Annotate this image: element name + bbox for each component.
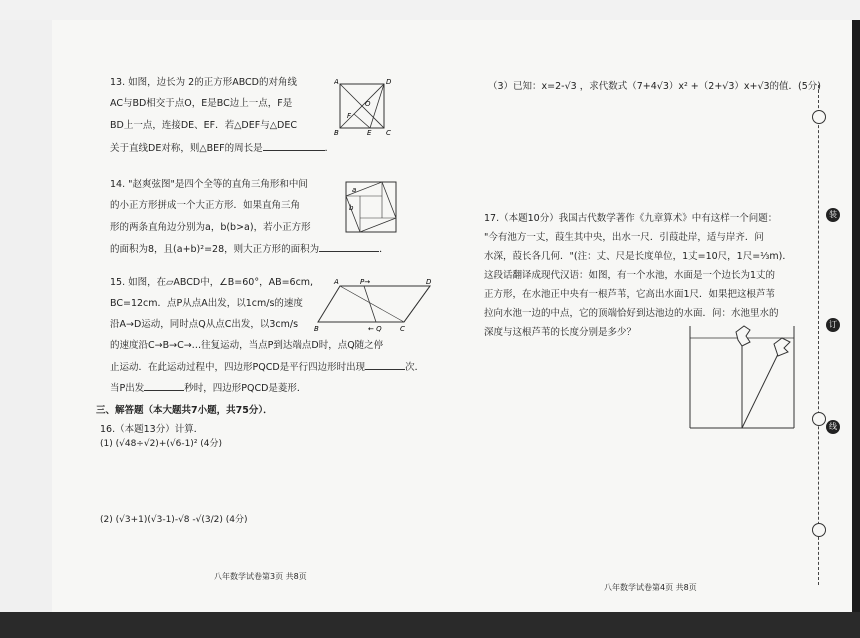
q14-answer-blank[interactable]	[319, 242, 379, 252]
q15-line5-text: 止运动．在此运动过程中，四边形PQCD是平行四边形时出现	[110, 362, 366, 373]
q17-line1: 17.（本题10分）我国古代数学著作《九章算术》中有这样一个问题：	[484, 213, 778, 224]
q15-answer-blank-1[interactable]	[365, 360, 405, 370]
q14-line3: 形的两条直角边分别为a，b(b>a)，若小正方形	[110, 222, 311, 233]
q13-label-F: F	[347, 112, 352, 120]
q15-label-Q: ← Q	[368, 325, 382, 332]
q13-label-A: A	[334, 78, 339, 86]
q13-line4-end: ．	[324, 143, 335, 154]
binding-dashed-line	[818, 85, 820, 585]
q13-label-B: B	[334, 129, 339, 136]
reed-top-icon	[736, 326, 750, 346]
q13-line1: 13. 如图，边长为 2的正方形ABCD的对角线	[110, 77, 297, 88]
q15-label-D: D	[426, 278, 432, 286]
binding-circle-2	[812, 412, 826, 426]
page3-footer: 八年数学试卷第3页 共8页	[214, 572, 307, 581]
q15-label-A: A	[334, 278, 339, 286]
q14-line2: 的小正方形拼成一个大正方形．如果直角三角	[110, 200, 301, 211]
q16-heading: 16.（本题13分）计算．	[100, 424, 204, 435]
q13-answer-blank[interactable]	[263, 141, 325, 151]
q13-line2: AC与BD相交于点O，E是BC边上一点，F是	[110, 98, 293, 109]
binding-circle-3	[812, 523, 826, 537]
q13-line4	[110, 141, 334, 155]
q16-part3: （3）已知：x=2-√3 ，求代数式（7+4√3）x² +（2+√3）x+√3的值．(5分)	[488, 81, 822, 92]
q16-part2: (2) (√3+1)(√3-1)-√8 -√(3/2) (4分)	[100, 515, 248, 525]
q15-line4: 的速度沿C→B→C→…往复运动，当点P到达端点D时，点Q随之停	[110, 340, 384, 351]
q17-line5: 正方形，在水池正中央有一根芦苇，它高出水面1尺．如果把这根芦苇	[484, 289, 776, 300]
q14-line1: 14. "赵爽弦图"是四个全等的直角三角形和中间	[110, 179, 308, 190]
q13-label-C: C	[386, 129, 391, 136]
exam-sheet	[52, 20, 852, 612]
q13-label-E: E	[367, 129, 372, 136]
q14-label-a: a	[352, 186, 357, 194]
q15-parallelogram-figure	[314, 276, 434, 332]
q15-line3: 沿A→D运动，同时点Q从点C出发，以3cm/s	[110, 319, 299, 330]
q17-line4: 这段话翻译成现代汉语：如图，有一个水池，水面是一个边长为1丈的	[484, 270, 776, 281]
q13-label-O: O	[365, 100, 371, 108]
binding-circle-1	[812, 110, 826, 124]
q14-zhao-shuang-figure	[342, 178, 404, 234]
binding-char-xian: 线	[826, 420, 840, 434]
q14-line4	[110, 242, 389, 256]
binding-char-ding: 订	[826, 318, 840, 332]
q15-line2: BC=12cm．点P从点A出发，以1cm/s的速度	[110, 298, 303, 309]
q15-label-C: C	[400, 325, 405, 332]
q14-label-b: b	[349, 204, 354, 212]
q15-line5-end: 次．	[405, 362, 425, 373]
q17-line3: 水深，葭长各几何．"(注：丈、尺是长度单位，1丈=10尺，1尺=⅓m)．	[484, 251, 792, 262]
q15-line6	[110, 381, 306, 395]
left-margin	[0, 20, 52, 612]
q15-line5	[110, 360, 424, 374]
q13-square-figure	[334, 76, 394, 136]
bottom-margin	[0, 612, 860, 638]
q14-line4-text: 的面积为8，且(a+b)²=28，则大正方形的面积为	[110, 244, 320, 255]
reed-pulled-icon	[774, 338, 790, 356]
q17-line2: "今有池方一丈，葭生其中央，出水一尺．引葭赴岸，适与岸齐．问	[484, 232, 764, 243]
q17-line7: 深度与这根芦苇的长度分别是多少？	[484, 327, 637, 338]
q17-line6: 拉向水池一边的中点，它的顶端恰好到达池边的水面．问：水池里水的	[484, 308, 779, 319]
q15-answer-blank-2[interactable]	[144, 381, 184, 391]
q15-label-B: B	[314, 325, 319, 332]
q13-label-D: D	[386, 78, 392, 86]
q15-line6-end: 秒时，四边形PQCD是菱形．	[184, 383, 307, 394]
q14-line4-end: ．	[379, 244, 389, 255]
q13-line3: BD上一点，连接DE、EF．若△DEF与△DEC	[110, 120, 297, 131]
section-3-heading: 三、解答题（本大题共7小题，共75分）．	[96, 405, 273, 416]
q16-part1: (1) (√48÷√2)+(√6-1)² (4分)	[100, 439, 223, 449]
q13-line4-text: 关于直线DE对称，则△BEF的周长是	[110, 143, 263, 154]
binding-char-zhuang: 装	[826, 208, 840, 222]
q15-line1: 15. 如图，在▱ABCD中，∠B=60°，AB=6cm,	[110, 277, 314, 288]
page4-footer: 八年数学试卷第4页 共8页	[604, 583, 697, 592]
top-margin	[0, 0, 860, 20]
q17-pond-figure	[686, 320, 798, 432]
q15-label-P: P→	[360, 278, 371, 286]
q15-line6-start: 当P出发	[110, 383, 145, 394]
